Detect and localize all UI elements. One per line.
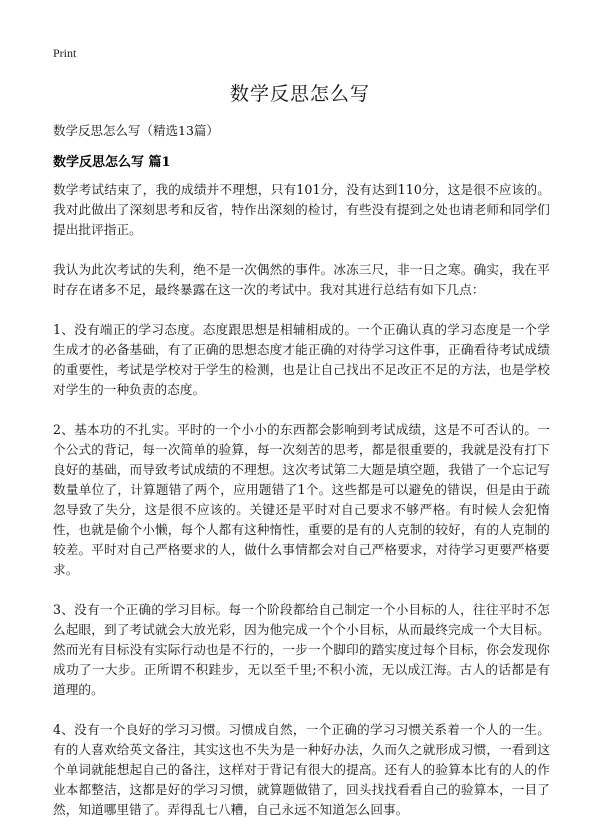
paragraph-point-4: 4、没有一个良好的学习习惯。习惯成自然，一个正确的学习习惯关系着一个人的一生。有的人喜欢给英文备注，其实这也不失为是一种好办法，久而久之就形成习惯，一看到这个单词就能想起自己的备注，这样对于背记有很大的提高。还有人的验算本比有的人的作业本都整洁，这都是好的学习习惯，就算题做错了，回头找找看看自己的验算本，一目了然，知道哪里错了。弄得乱七八糟，自己永远不知道怎么回事。 — [53, 722, 550, 817]
paragraph-summary: 我认为此次考试的失利，绝不是一次偶然的事件。冰冻三尺，非一日之寒。确实，我在平时存在诸多不足，最终暴露在这一次的考试中。我对其进行总结有如下几点： — [53, 262, 550, 297]
paragraph-point-1: 1、没有端正的学习态度。态度跟思想是相辅相成的。一个正确认真的学习态度是一个学生成才的必备基础，有了正确的思想态度才能正确的对待学习这件事，正确看待考试成绩的重要性，考试是学校对于学生的检测，也是让自己找出不足改正不足的方法，也是学校对学生的一种负责的态度。 — [53, 322, 550, 397]
paragraph-intro: 数学考试结束了，我的成绩并不理想，只有101分，没有达到110分，这是很不应该的。我对此做出了深刻思考和反省，特作出深刻的检讨，有些没有提到之处也请老师和同学们提出批评指正。 — [53, 182, 550, 237]
print-label: Print — [53, 46, 77, 60]
document-body — [53, 180, 550, 840]
paragraph-point-3: 3、没有一个正确的学习目标。每一个阶段都给自己制定一个小目标的人，往往平时不怎么起眼，到了考试就会大放光彩，因为他完成一个个小目标，从而最终完成一个大目标。然而光有目标没有实际行动也是不行的，一步一个脚印的踏实度过每个目标，你会发现你成功了一大步。正所谓不积跬步，无以至千里;不积小流，无以成江海。古人的话都是有道理的。 — [53, 602, 550, 697]
document-title: 数学反思怎么写 — [229, 83, 370, 105]
section-heading: 数学反思怎么写 篇1 — [53, 155, 171, 170]
document-subtitle: 数学反思怎么写（精选13篇） — [53, 123, 219, 138]
paragraph-point-2: 2、基本功的不扎实。平时的一个小小的东西都会影响到考试成绩，这是不可否认的。一个公式的背记，每一次简单的验算，每一次刻苦的思考，都是很重要的，我就是没有打下良好的基础，而导致考试成绩的不理想。这次考试第二大题是填空题，我错了一个忘记写数量单位了，计算题错了两个，应用题错了1个。这些都是可以避免的错误，但是由于疏忽导致了失分，这是很不应该的。关键还是平时对自己要求不够严格。有时候人会犯惰性，也就是偷个小懒，每个人都有这种惰性，重要的是有的人克制的较好，有的人克制的较差。平时对自己严格要求的人，做什么事情都会对自己严格要求，对待学习更要严格要求。 — [53, 422, 550, 577]
